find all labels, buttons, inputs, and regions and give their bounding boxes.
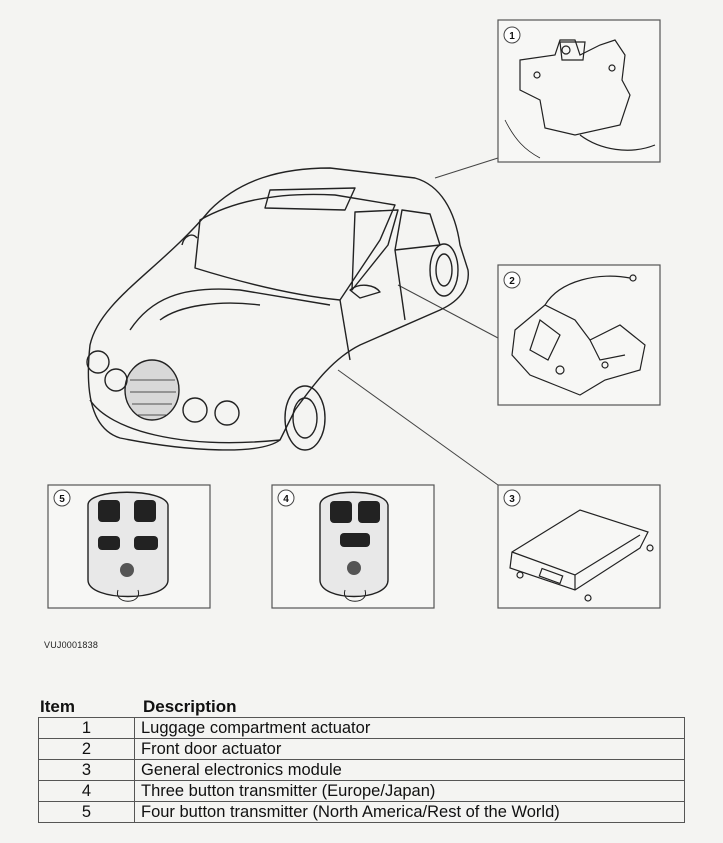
table-row <box>39 739 685 760</box>
three-button-transmitter-drawing <box>320 492 388 601</box>
callout-number-3: 3 <box>509 494 515 505</box>
item-description: Four button transmitter (North America/Rest of the World) <box>135 802 685 823</box>
item-number: 4 <box>39 781 135 802</box>
car-illustration <box>87 168 468 450</box>
reference-code: VUJ0001838 <box>44 640 99 650</box>
item-description: Three button transmitter (Europe/Japan) <box>135 781 685 802</box>
item-number: 5 <box>39 802 135 823</box>
item-description: Luggage compartment actuator <box>135 718 685 739</box>
table-row <box>39 718 685 739</box>
callout-frame-2 <box>498 265 660 405</box>
item-number: 3 <box>39 760 135 781</box>
leader-line-1 <box>435 158 498 178</box>
callout-number-2: 2 <box>509 276 515 287</box>
callout-number-4: 4 <box>283 494 289 505</box>
item-number: 2 <box>39 739 135 760</box>
leader-line-2 <box>398 285 498 338</box>
item-description: Front door actuator <box>135 739 685 760</box>
item-number: 1 <box>39 718 135 739</box>
callout-number-1: 1 <box>509 31 515 42</box>
table-header-item: Item <box>40 697 75 716</box>
four-button-transmitter-drawing <box>88 492 168 601</box>
table-header-description: Description <box>143 697 237 716</box>
item-description: General electronics module <box>135 760 685 781</box>
leader-line-3 <box>338 370 498 485</box>
items-table <box>38 717 685 823</box>
table-row <box>39 781 685 802</box>
table-row <box>39 802 685 823</box>
callout-number-5: 5 <box>59 494 65 505</box>
callout-frame-3 <box>498 485 660 608</box>
table-row <box>39 760 685 781</box>
